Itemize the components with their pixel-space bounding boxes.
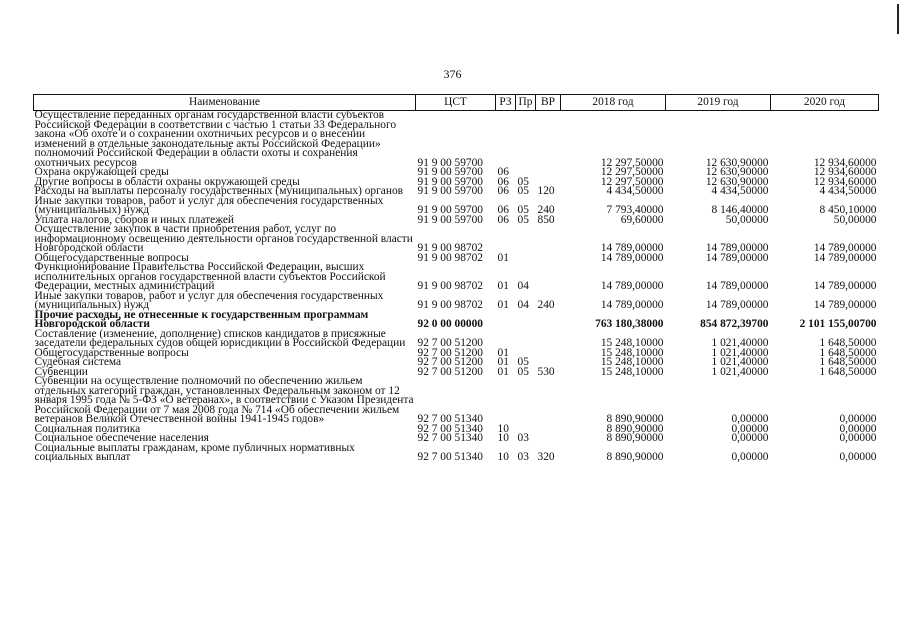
- cell-name: Иные закупки товаров, работ и услуг для обеспечения государственных (муниципальных) нужд: [34, 289, 384, 311]
- cell-pr: 03: [517, 451, 529, 463]
- cell-rz: [496, 330, 516, 349]
- cell-y2018: 8 890,90000: [606, 413, 664, 425]
- cell-cst: 91 9 00 98702: [417, 251, 483, 264]
- cell-y2019: 0,00000: [731, 451, 769, 463]
- cell-y2019: 0,00000: [731, 422, 769, 435]
- cell-rz: 06: [497, 166, 509, 178]
- cell-y2019: 1 021,40000: [711, 356, 769, 368]
- cell-y2020: 0,00000: [839, 432, 877, 444]
- header-2018: 2018 год: [561, 95, 666, 111]
- cell-y2019: 14 789,00000: [705, 299, 769, 311]
- cell-y2020: 1 648,50000: [819, 356, 877, 368]
- cell-y2018: 8 890,90000: [606, 422, 664, 435]
- page-edge-mark: [897, 4, 899, 34]
- cell-cst: 92 7 00 51340: [417, 451, 483, 463]
- cell-rz: 06: [497, 175, 509, 188]
- cell-y2020: 14 789,00000: [813, 242, 877, 254]
- cell-rz: [496, 377, 516, 425]
- cell-rz: 01: [497, 299, 509, 311]
- cell-y2020: 4 434,50000: [819, 185, 877, 197]
- cell-pr: [516, 111, 536, 169]
- cell-rz: 01: [497, 356, 509, 368]
- cell-vr: [536, 168, 561, 178]
- cell-pr: [516, 254, 536, 264]
- cell-y2018: 8 890,90000: [606, 432, 664, 444]
- cell-y2018: 7 793,40000: [606, 204, 664, 216]
- cell-rz: 06: [497, 204, 509, 216]
- cell-vr: [536, 311, 561, 330]
- table-row: [34, 111, 879, 169]
- cell-y2020: 12 934,60000: [813, 156, 877, 169]
- table-row: [34, 197, 879, 216]
- cell-cst: 91 9 00 59700: [417, 156, 483, 169]
- cell-cst: 92 7 00 51340: [417, 422, 483, 435]
- cell-cst: 92 7 00 51200: [417, 337, 483, 349]
- cell-vr: 240: [537, 204, 555, 216]
- cell-vr: [536, 377, 561, 425]
- header-rz: РЗ: [496, 95, 516, 111]
- cell-rz: [496, 111, 516, 169]
- cell-vr: [536, 425, 561, 435]
- cell-pr: [516, 330, 536, 349]
- cell-y2019: 0,00000: [731, 432, 769, 444]
- cell-pr: [516, 377, 536, 425]
- table-row: [34, 292, 879, 311]
- cell-name: Субвенции на осуществление полномочий по обеспечению жильем отдельных категорий граждан, установленных Федеральным законом от 12 января 1995 года № 5-ФЗ «О ветеранах», в соответствии с Указом Президента Российской Федерации от 7 мая 2008 года № 714 «Об обеспечении жильем ветеранов Великой Отечественной войны 1941-1945 годов»: [34, 375, 414, 425]
- cell-y2018: 15 248,10000: [600, 365, 664, 378]
- cell-y2018: 12 297,50000: [600, 166, 664, 178]
- cell-y2019: 14 789,00000: [705, 280, 769, 292]
- cell-y2019: 12 630,90000: [705, 156, 769, 169]
- cell-rz: 01: [497, 346, 509, 359]
- header-2019: 2019 год: [666, 95, 771, 111]
- cell-pr: [516, 311, 536, 330]
- cell-y2019: 12 630,90000: [705, 166, 769, 178]
- cell-rz: 06: [497, 213, 509, 226]
- cell-name: Прочие расходы, не отнесенные к государственным программам Новгородской области: [34, 308, 369, 330]
- cell-y2020: 0,00000: [839, 451, 877, 463]
- cell-y2020: 12 934,60000: [813, 166, 877, 178]
- cell-y2018: 8 890,90000: [606, 451, 664, 463]
- cell-y2020: 0,00000: [839, 413, 877, 425]
- cell-y2020: 2 101 155,00700: [799, 318, 877, 330]
- cell-name: Функционирование Правительства Российской Федерации, высших исполнительных органов государственной власти субъектов Российской Федерации, местных администраций: [34, 261, 386, 292]
- cell-y2019: 854 872,39700: [700, 318, 769, 330]
- cell-cst: 91 9 00 59700: [417, 204, 483, 216]
- cell-y2018: 15 248,10000: [600, 356, 664, 368]
- cell-y2018: 14 789,00000: [600, 280, 664, 292]
- cell-vr: 320: [537, 451, 555, 463]
- cell-y2018: 14 789,00000: [600, 242, 664, 254]
- cell-y2019: 0,00000: [731, 413, 769, 425]
- cell-name: Иные закупки товаров, работ и услуг для обеспечения государственных (муниципальных) нужд: [34, 194, 384, 216]
- cell-name: Уплата налогов, сборов и иных платежей: [34, 213, 234, 226]
- cell-pr: 04: [517, 299, 529, 311]
- cell-cst: 91 9 00 98702: [417, 299, 483, 311]
- cell-name: Общегосударственные вопросы: [34, 346, 189, 359]
- table-row: [34, 225, 879, 254]
- cell-name: Социальная политика: [34, 422, 141, 435]
- cell-y2020: 0,00000: [839, 422, 877, 435]
- cell-y2020: 14 789,00000: [813, 299, 877, 311]
- table-row: [34, 311, 879, 330]
- cell-vr: 850: [537, 213, 555, 226]
- cell-y2019: 4 434,50000: [711, 185, 769, 197]
- cell-rz: 06: [497, 185, 509, 197]
- cell-rz: [496, 225, 516, 254]
- cell-cst: 92 7 00 51200: [417, 365, 483, 378]
- cell-pr: 05: [517, 175, 529, 188]
- cell-name: Социальные выплаты гражданам, кроме публичных нормативных социальных выплат: [34, 441, 355, 463]
- cell-cst: 92 0 00 00000: [417, 318, 483, 330]
- cell-cst: 91 9 00 98702: [417, 242, 483, 254]
- cell-name: Осуществление переданных органам государственной власти субъектов Российской Федерации в соответствии с частью 1 статьи 33 Федерального закона «Об охоте и о сохранении охотничьих ресурсов и о внесении изменений в отдельные законодательные акты Российской Федерации» полномочий Российской Федерации в области охоты и сохранения охотничьих ресурсов: [34, 109, 397, 169]
- budget-table: [33, 94, 879, 463]
- cell-vr: 120: [537, 185, 555, 197]
- cell-name: Расходы на выплаты персоналу государственных (муниципальных) органов: [34, 185, 404, 197]
- cell-vr: 240: [537, 299, 555, 311]
- cell-y2019: 8 146,40000: [711, 204, 769, 216]
- cell-vr: [536, 349, 561, 359]
- cell-rz: 01: [497, 280, 509, 292]
- page-number: 376: [443, 67, 462, 81]
- header-name: Наименование: [34, 95, 416, 111]
- cell-y2018: 15 248,10000: [600, 346, 664, 359]
- cell-y2018: 12 297,50000: [600, 156, 664, 169]
- cell-y2019: 12 630,90000: [705, 175, 769, 188]
- cell-vr: [536, 254, 561, 264]
- cell-rz: 10: [497, 432, 509, 444]
- cell-vr: [536, 330, 561, 349]
- cell-y2020: 1 648,50000: [819, 337, 877, 349]
- cell-vr: [536, 111, 561, 169]
- cell-name: Социальное обеспечение населения: [34, 432, 209, 444]
- cell-pr: [516, 225, 536, 254]
- cell-pr: 03: [517, 432, 529, 444]
- cell-y2019: 50,00000: [725, 213, 769, 226]
- cell-rz: 10: [497, 451, 509, 463]
- cell-cst: 91 9 00 98702: [417, 280, 483, 292]
- cell-cst: 91 9 00 59700: [417, 213, 483, 226]
- cell-cst: 91 9 00 59700: [417, 185, 483, 197]
- table-row: [34, 444, 879, 463]
- table-body: [34, 111, 879, 463]
- header-vr: ВР: [536, 95, 561, 111]
- table-row: [34, 330, 879, 349]
- cell-vr: [536, 225, 561, 254]
- cell-rz: 01: [497, 251, 509, 264]
- cell-y2019: 1 021,40000: [711, 337, 769, 349]
- cell-rz: [496, 311, 516, 330]
- cell-name: Общегосударственные вопросы: [34, 251, 189, 264]
- cell-pr: 05: [517, 356, 529, 368]
- cell-name: Составление (изменение, дополнение) списков кандидатов в присяжные заседатели федеральных судов общей юрисдикции в Российской Федерации: [34, 327, 406, 349]
- cell-vr: [536, 263, 561, 292]
- cell-cst: 92 7 00 51340: [417, 413, 483, 425]
- cell-vr: 530: [537, 365, 555, 378]
- cell-cst: 92 7 00 51200: [417, 346, 483, 359]
- cell-pr: 05: [517, 185, 529, 197]
- cell-name: Другие вопросы в области охраны окружающей среды: [34, 175, 300, 188]
- cell-cst: 91 9 00 59700: [417, 175, 483, 188]
- cell-name: Осуществление закупок в части приобретения работ, услуг по информационному освещению деятельности органов государственной власти Новгородской области: [34, 223, 413, 254]
- cell-y2019: 1 021,40000: [711, 365, 769, 378]
- cell-y2019: 1 021,40000: [711, 346, 769, 359]
- cell-pr: 05: [517, 365, 529, 378]
- cell-y2019: 14 789,00000: [705, 242, 769, 254]
- cell-rz: 10: [497, 422, 509, 435]
- table-row: [34, 377, 879, 425]
- cell-cst: 91 9 00 59700: [417, 166, 483, 178]
- cell-cst: 92 7 00 51340: [417, 432, 483, 444]
- cell-pr: 05: [517, 213, 529, 226]
- cell-cst: 92 7 00 51200: [417, 356, 483, 368]
- cell-y2019: 14 789,00000: [705, 251, 769, 264]
- cell-y2018: 69,60000: [620, 213, 664, 226]
- cell-y2020: 8 450,10000: [819, 204, 877, 216]
- cell-rz: 01: [497, 365, 509, 378]
- cell-pr: 04: [517, 280, 529, 292]
- cell-y2020: 14 789,00000: [813, 280, 877, 292]
- table-row: [34, 263, 879, 292]
- cell-pr: 05: [517, 204, 529, 216]
- cell-y2018: 14 789,00000: [600, 251, 664, 264]
- cell-y2020: 50,00000: [833, 213, 877, 226]
- cell-name: Субвенции: [34, 365, 88, 378]
- cell-y2020: 1 648,50000: [819, 365, 877, 378]
- header-2020: 2020 год: [771, 95, 879, 111]
- cell-name: Судебная система: [34, 356, 122, 368]
- cell-vr: [536, 434, 561, 444]
- cell-y2018: 4 434,50000: [606, 185, 664, 197]
- cell-y2018: 763 180,38000: [595, 318, 664, 330]
- cell-y2020: 12 934,60000: [813, 175, 877, 188]
- cell-y2020: 14 789,00000: [813, 251, 877, 264]
- cell-y2018: 15 248,10000: [600, 337, 664, 349]
- header-pr: Пр: [516, 95, 536, 111]
- cell-y2018: 12 297,50000: [600, 175, 664, 188]
- cell-y2018: 14 789,00000: [600, 299, 664, 311]
- cell-name: Охрана окружающей среды: [34, 166, 169, 178]
- header-cst: ЦСТ: [416, 95, 496, 111]
- cell-y2020: 1 648,50000: [819, 346, 877, 359]
